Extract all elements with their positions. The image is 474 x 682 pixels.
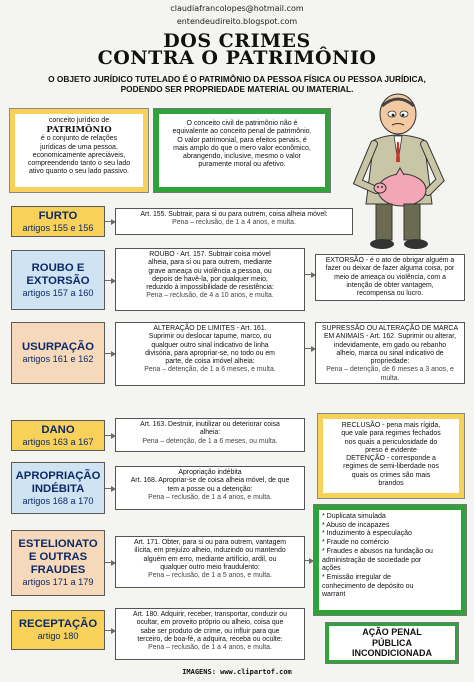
fraude-item: * Fraude no comércio bbox=[322, 539, 389, 547]
civil-line: puramente moral ou afetivo. bbox=[198, 161, 286, 169]
desc-line: Art. 168. Apropriar-se de coisa alheia móvel, de que bbox=[130, 477, 290, 485]
desc-penalty: Pena – detenção, de 1 a 6 meses, ou multa. bbox=[142, 437, 278, 445]
civil-concept-box bbox=[154, 109, 330, 192]
desc-line: Art. 171. Obter, para si ou para outrem, vantagem bbox=[133, 539, 287, 546]
desc-line: divisória, para apropriar-se, no todo ou em bbox=[145, 349, 275, 357]
fraude-item: * Abuso de incapazes bbox=[322, 521, 390, 529]
crime-estelionato bbox=[11, 530, 105, 596]
crime-receptacao bbox=[11, 610, 105, 650]
fraude-item: administração de sociedade por bbox=[322, 556, 422, 564]
civil-line: O valor patrimonial, para efeitos penais, é bbox=[177, 136, 307, 144]
supressao-box bbox=[315, 322, 465, 384]
concept-line: ativo quanto o seu lado passivo. bbox=[28, 168, 129, 176]
crime-name: INDÉBITA bbox=[31, 482, 85, 495]
desc-line: parte, de coisa imóvel alheia: bbox=[165, 358, 255, 366]
crime-articles: artigos 155 e 156 bbox=[22, 222, 94, 233]
businessman-piggy-bank-illustration bbox=[336, 92, 468, 254]
blog-line: entendeudireito.blogspot.com bbox=[176, 17, 298, 26]
arrow bbox=[305, 274, 315, 275]
desc-penalty: Pena – reclusão, de 1 a 5 anos, e multa. bbox=[148, 572, 272, 580]
acao-penal-line: AÇÃO PENAL bbox=[362, 627, 422, 638]
desc-line: alheia: bbox=[199, 429, 221, 437]
civil-line: abrangendo, inclusive, mesmo o valor bbox=[183, 153, 301, 161]
concept-line: compreendendo tanto o seu lado bbox=[27, 160, 131, 168]
desc-line: Art. 155. Subtrair, para si ou para outrem, coisa alheia móvel: bbox=[140, 211, 328, 218]
desc-line: qualquer outro sinal indicativo de linha bbox=[151, 341, 269, 349]
desc-line: ilícita, em prejuízo alheio, induzindo ou mantendo bbox=[134, 547, 286, 555]
desc-line: ALTERAÇÃO DE LIMITES - Art. 161. bbox=[153, 325, 267, 332]
reclusao-line: RECLUSÃO - pena mais rígida, bbox=[341, 422, 441, 429]
desc-penalty: Pena – reclusão, de 1 a 4 anos, e multa. bbox=[148, 644, 272, 652]
reclusao-line: preso é evidente bbox=[365, 446, 417, 454]
image-credits: IMAGENS: www.clipartof.com bbox=[182, 668, 292, 676]
crime-articles: artigos 157 a 160 bbox=[22, 287, 94, 298]
crime-apropriacao-indebita bbox=[11, 462, 105, 514]
desc-line: terceiro, de boa-fé, a adquira, receba ou oculte: bbox=[137, 635, 283, 643]
crime-articles: artigo 180 bbox=[37, 631, 79, 641]
desc-line: alguém em erro, mediante artifício, ardil, ou bbox=[143, 555, 277, 563]
crime-articles: artigos 168 a 170 bbox=[22, 495, 94, 506]
concept-line: jurídicas de uma pessoa, bbox=[40, 143, 118, 151]
desc-line: indevidamente, em gado ou rebanho bbox=[333, 341, 447, 349]
desc-line: intenção de obter vantagem, bbox=[346, 281, 434, 289]
civil-line: O conceito civil de patrimônio não é bbox=[186, 120, 298, 127]
reclusao-line: brandos bbox=[378, 480, 404, 488]
arrow bbox=[105, 353, 115, 354]
desc-line: Apropriação indébita bbox=[178, 469, 242, 476]
crime-dano bbox=[11, 420, 105, 451]
intro-line1: O OBJETO JURÍDICO TUTELADO É O PATRIMÔNIO DA PESSOA FÍSICA OU PESSOA JURÍDICA, bbox=[48, 74, 426, 84]
desc-penalty: Pena – reclusão, de 1 a 4 anos, e multa. bbox=[148, 493, 272, 501]
crime-articles: artigos 161 e 162 bbox=[22, 354, 94, 364]
desc-line: reduzido à impossibilidade de resistência: bbox=[146, 284, 274, 292]
concept-line: é o conjunto de relações bbox=[40, 135, 118, 143]
concept-line: economicamente apreciáveis, bbox=[32, 151, 126, 159]
desc-penalty: Pena – detenção, de 1 a 6 meses, e multa. bbox=[144, 366, 276, 374]
concept-box bbox=[10, 109, 148, 192]
arrow bbox=[305, 560, 313, 561]
desc-line: Art. 163. Destruir, inutilizar ou deteriorar coisa bbox=[140, 421, 280, 428]
fraude-item: warrant bbox=[322, 591, 346, 599]
extorsao-box bbox=[315, 254, 465, 301]
crime-name: ROUBO E bbox=[31, 261, 85, 274]
crime-name: FRAUDES bbox=[30, 564, 86, 576]
apropriacao-description bbox=[115, 466, 305, 510]
concept-heading2: PATRIMÔNIO bbox=[46, 125, 112, 136]
acao-penal-box bbox=[326, 623, 458, 663]
desc-line: depois de havê-la, por qualquer meio, bbox=[152, 275, 268, 283]
crime-name: DANO bbox=[41, 423, 75, 436]
email-line: claudiafrancolopes@hotmail.com bbox=[170, 4, 304, 13]
desc-line: EXTORSÃO - é o ato de obrigar alguém a bbox=[325, 257, 455, 264]
civil-line: equivalente ao conceito penal de patrimônio. bbox=[172, 128, 312, 136]
crime-furto bbox=[11, 206, 105, 237]
fraude-item: * Fraudes e abusos na fundação ou bbox=[322, 547, 433, 555]
reclusao-line: regimes de semi-liberdade nos bbox=[343, 463, 439, 471]
desc-line: tem a posse ou a detenção: bbox=[167, 485, 253, 493]
acao-penal-line: INCONDICIONADA bbox=[352, 648, 432, 659]
desc-line: alheio, marca ou sinal indicativo de bbox=[336, 349, 444, 357]
dano-description bbox=[115, 418, 305, 452]
arrow bbox=[105, 488, 115, 489]
fraude-item: * Emissão irregular de bbox=[322, 573, 391, 581]
desc-line: EM ANIMAIS - Art. 162. Suprimir ou alterar, bbox=[323, 333, 457, 341]
civil-line: mais amplo do que o mero valor econômico, bbox=[173, 144, 311, 152]
desc-line: propriedade: bbox=[370, 358, 410, 366]
desc-line: meio de ameaça ou violência, com a bbox=[334, 273, 446, 281]
desc-line: qualquer outro meio fraudulento: bbox=[160, 563, 260, 571]
crime-articles: artigos 163 a 167 bbox=[22, 436, 94, 447]
intro-line2: PODENDO SER PROPRIEDADE MATERIAL OU IMATERIAL. bbox=[120, 84, 354, 94]
arrow bbox=[105, 221, 115, 222]
reclusao-line: nos quais a periculosidade do bbox=[344, 438, 438, 446]
page-title-line1: DOS CRIMES bbox=[163, 30, 311, 52]
arrow bbox=[105, 435, 115, 436]
usurpacao-description bbox=[115, 322, 305, 386]
reclusao-detencao-box bbox=[318, 414, 464, 498]
desc-line: sabe ser produto de crime, ou influir para que bbox=[140, 627, 280, 635]
arrow bbox=[305, 348, 315, 349]
desc-line: ocultar, em proveito próprio ou alheio, coisa que bbox=[136, 619, 284, 627]
crime-name: E OUTRAS bbox=[28, 551, 88, 563]
fraude-item: conhecimento de depósito ou bbox=[322, 582, 414, 590]
desc-line: recompensa ou lucro. bbox=[356, 290, 424, 298]
desc-line: fazer ou deixar de fazer alguma coisa, por bbox=[325, 265, 455, 273]
desc-line: grave ameaça ou violência a pessoa, ou bbox=[148, 267, 272, 275]
desc-line: alheia, para si ou para outrem, mediante bbox=[148, 259, 272, 267]
fraude-item: * Induzimento à especulação bbox=[322, 530, 412, 538]
crime-name: USURPAÇÃO bbox=[22, 341, 94, 353]
crime-roubo-extorsao bbox=[11, 250, 105, 310]
crime-usurpacao bbox=[11, 322, 105, 384]
fraude-item: * Duplicata simulada bbox=[322, 513, 386, 520]
roubo-description bbox=[115, 248, 305, 311]
fraudes-list-box bbox=[314, 505, 466, 615]
arrow bbox=[105, 562, 115, 563]
crime-name: FURTO bbox=[38, 209, 78, 222]
reclusao-line: quais os crimes são mais bbox=[351, 471, 431, 479]
crime-name: RECEPTAÇÃO bbox=[18, 618, 98, 630]
arrow bbox=[105, 630, 115, 631]
desc-penalty: Pena – reclusão, de 1 a 4 anos, e multa. bbox=[172, 219, 296, 227]
desc-line: Suprimir ou deslocar tapume, marco, ou bbox=[148, 333, 272, 341]
crime-name: APROPRIAÇÃO bbox=[15, 469, 101, 482]
arrow bbox=[105, 280, 115, 281]
desc-penalty: Pena – detenção, de 6 meses a 3 anos, e multa. bbox=[326, 366, 454, 382]
estelionato-description bbox=[115, 536, 305, 588]
acao-penal-line: PÚBLICA bbox=[372, 637, 412, 648]
reclusao-line: DETENÇÃO - corresponde a bbox=[346, 455, 436, 463]
concept-heading1: conceito jurídico de bbox=[48, 117, 110, 124]
desc-line: Art. 180. Adquirir, receber, transportar, conduzir ou bbox=[133, 611, 287, 618]
crime-name: EXTORSÃO bbox=[26, 274, 90, 287]
desc-line: SUPRESSÃO OU ALTERAÇÃO DE MARCA bbox=[321, 325, 459, 332]
page-title-line2: CONTRA O PATRIMÔNIO bbox=[97, 47, 377, 69]
crime-name: ESTELIONATO bbox=[18, 538, 98, 550]
furto-description bbox=[115, 208, 353, 235]
desc-penalty: Pena – reclusão, de 4 a 10 anos, e multa. bbox=[146, 292, 274, 300]
receptacao-description bbox=[115, 608, 305, 660]
crime-articles: artigos 171 a 179 bbox=[22, 577, 94, 587]
desc-line: ROUBO - Art. 157. Subtrair coisa móvel bbox=[149, 251, 271, 258]
reclusao-line: que vale para regimes fechados bbox=[341, 430, 441, 438]
fraude-item: ações bbox=[322, 565, 341, 573]
